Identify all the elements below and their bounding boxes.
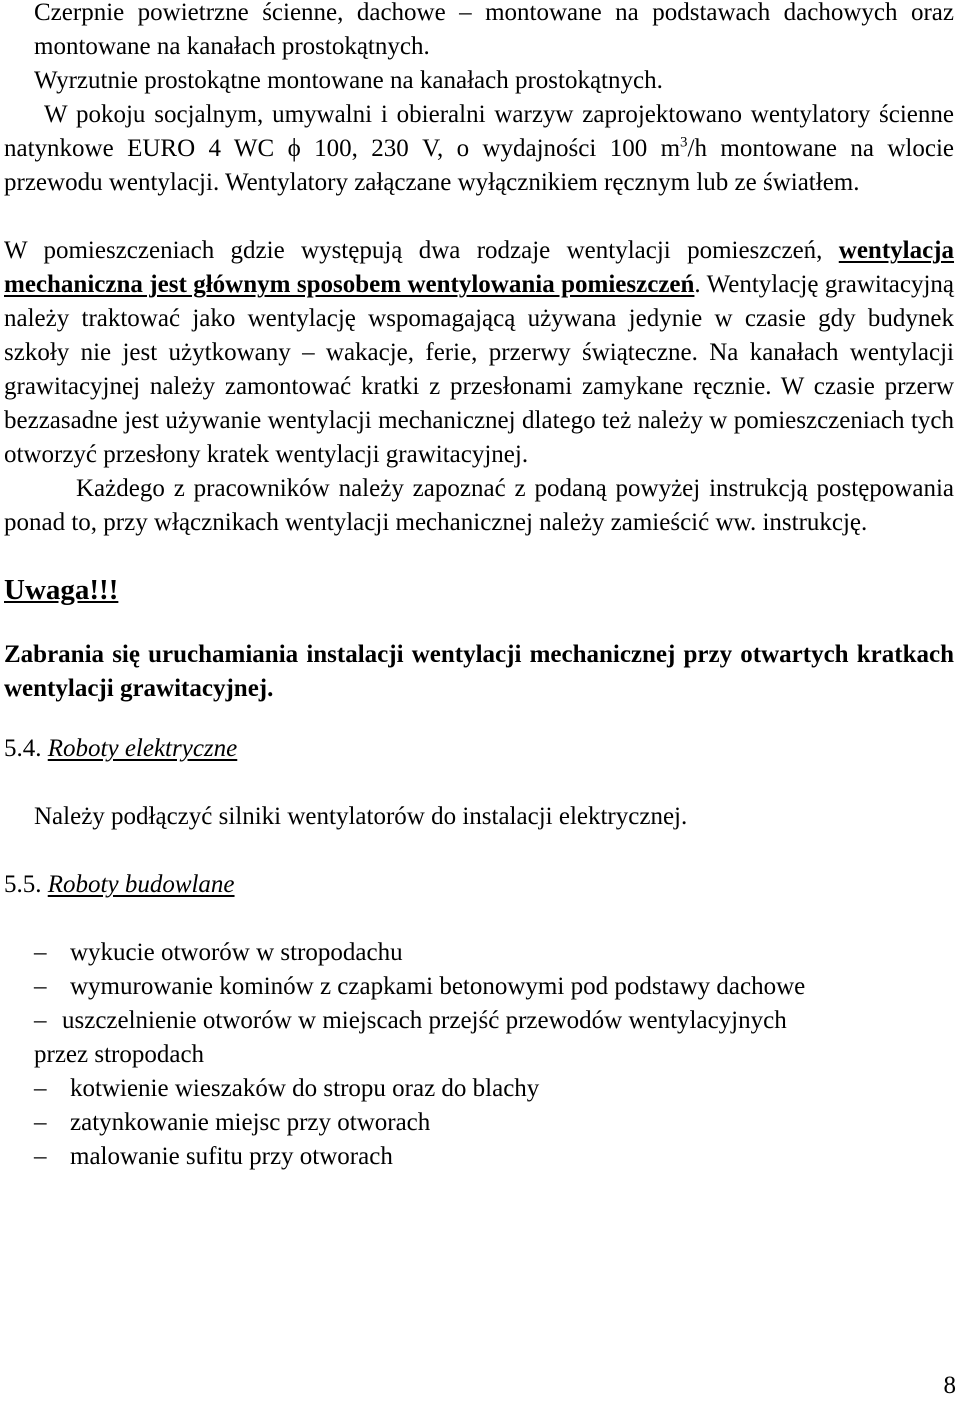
list-dash: – [34,1075,47,1102]
section-heading-construction [4,868,954,902]
list-item-continuation [34,1038,954,1072]
section-text-electrical: Należy podłączyć silniki wentylatorów do instalacji elektrycznej. [34,803,688,830]
paragraph-text: Każdego z pracowników należy zapoznać z podaną powyżej instrukcją postępowania ponad to, przy włącznikach wentylacji mechanicznej należy zamieścić ww. instrukcję. [4,475,954,536]
paragraph-staff-instruction [4,472,954,540]
paragraph-text: Wyrzutnie prostokątne montowane na kanałach prostokątnych. [34,67,663,94]
paragraph-fans [4,98,954,200]
paragraph-text: /h montowane na wlocie przewodu wentylacji. Wentylatory załączane wyłącznikiem ręcznym lub ze światłem. [4,135,955,196]
paragraph-text: Czerpnie powietrzne ścienne, dachowe – montowane na podstawach dachowych oraz montowane na kanałach prostokątnych. [34,0,954,60]
paragraph-exhausts [4,64,954,98]
section-number: 5.5. [4,871,42,898]
list-item-text: uszczelnienie otworów w miejscach przejść przewodów wentylacyjnych [62,1007,787,1034]
list-dash: – [34,1007,47,1034]
emphasis-underlined: wentylacja mechaniczna jest głównym sposobem wentylowania pomieszczeń [4,237,955,298]
task-list [4,936,954,1174]
list-item-text: malowanie sufitu przy otworach [70,1143,393,1170]
section-title: Roboty budowlane [47,871,235,898]
list-item [34,1004,954,1038]
page-number: 8 [943,1372,956,1399]
warning-text: Zabrania się uruchamiania instalacji wentylacji mechanicznej przy otwartych kratkach wentylacji grawitacyjnej. [4,641,954,702]
list-item-text: przez stropodach [34,1041,205,1068]
list-item-text: wymurowanie kominów z czapkami betonowymi pod podstawy dachowe [70,973,806,1000]
list-item [34,1106,954,1140]
paragraph-intakes [4,0,954,64]
list-item [34,1072,954,1106]
document-page [4,0,954,1174]
paragraph-text: . Wentylację grawitacyjną należy traktować jako wentylację wspomagającą używana jedynie w czasie gdy budynek szkoły nie jest użytkowany – wakacje, ferie, przerwy świąteczne. Na kanałach wentylacji grawitacyjnej należy zamontować kratki z przesłonami zamykane ręcznie. W czasie przerw bezzasadne jest używanie wentylacji mechanicznej dlatego też należy w pomieszczeniach tych otworzyć przesłony kratek wentylacji grawitacyjnej. [4,271,954,468]
list-item [34,970,954,1004]
section-number: 5.4. [4,735,42,762]
list-item [34,936,954,970]
list-item-text: wykucie otworów w stropodachu [70,939,403,966]
list-item-text: kotwienie wieszaków do stropu oraz do blachy [70,1075,540,1102]
paragraph-text: W pokoju socjalnym, umywalni i obieralni warzyw zaprojektowano wentylatory ścienne natynkowe EURO 4 WC ϕ 100, 230 V, o wydajności 100 m [4,101,954,162]
list-item-text: zatynkowanie miejsc przy otworach [70,1109,431,1136]
list-dash: – [34,973,47,1000]
section-title: Roboty elektryczne [47,735,238,762]
paragraph-text: W pomieszczeniach gdzie występują dwa rodzaje wentylacji pomieszczeń, [4,237,823,264]
paragraph-ventilation-rules [4,234,954,472]
section-heading-electrical [4,732,954,766]
superscript: 3 [680,134,688,151]
warning-heading: Uwaga!!! [4,574,119,606]
list-dash: – [34,1143,47,1170]
list-dash: – [34,939,47,966]
list-item [34,1140,954,1174]
list-dash: – [34,1109,47,1136]
